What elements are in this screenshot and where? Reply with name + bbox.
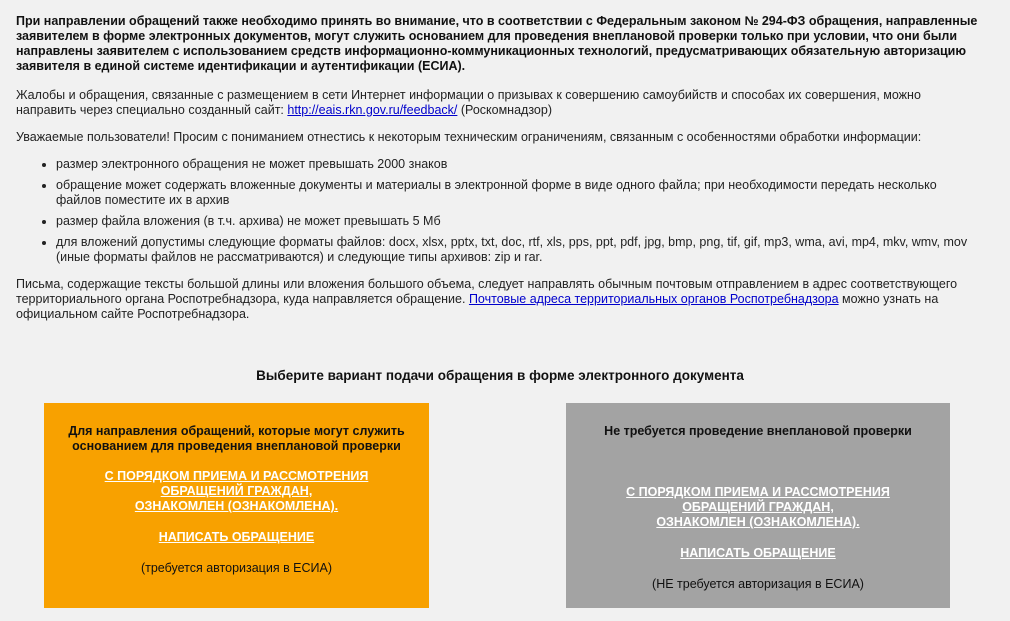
rules-link-line[interactable]: С ПОРЯДКОМ ПРИЕМА И РАССМОТРЕНИЯ (626, 485, 890, 499)
rules-link-line[interactable]: С ПОРЯДКОМ ПРИЕМА И РАССМОТРЕНИЯ (104, 469, 369, 483)
users-intro: Уважаемые пользователи! Просим с пониманием отнестись к некоторым техническим ограничениям, связанным с особенностями обработки информации: (16, 130, 922, 144)
option-title-line: Для направления обращений, которые могут служить (68, 424, 405, 438)
letters-suffix: можно узнать на официальном сайте Роспотребнадзора. (16, 292, 939, 321)
limits-list (16, 157, 984, 265)
rules-acknowledge-link[interactable] (44, 469, 429, 514)
rules-link-line[interactable]: ОБРАЩЕНИЙ ГРАЖДАН, (160, 484, 313, 498)
write-appeal-esia-button[interactable]: НАПИСАТЬ ОБРАЩЕНИЕ (158, 530, 315, 544)
rules-acknowledge-link[interactable] (566, 485, 950, 530)
complaints-suffix: (Роскомнадзор) (457, 103, 552, 117)
esia-not-required-note: (НЕ требуется авторизация в ЕСИА) (652, 577, 864, 591)
option-title-line: основанием для проведения внеплановой проверки (72, 439, 401, 453)
rules-link-line[interactable]: ОЗНАКОМЛЕН (ОЗНАКОМЛЕНА). (656, 515, 860, 529)
list-item: • размер электронного обращения не может превышать 2000 знаков (56, 157, 984, 172)
complaints-paragraph (16, 88, 984, 118)
rkn-feedback-link[interactable]: http://eais.rkn.gov.ru/feedback/ (287, 103, 458, 117)
complaints-text: Жалобы и обращения, связанные с размещением в сети Интернет информации о призывах к совершению самоубийств и способах их совершения, можно направить через специально созданный сайт: (16, 88, 921, 117)
list-item: • размер файла вложения (в т.ч. архива) не может превышать 5 Мб (56, 214, 984, 229)
choice-heading: Выберите вариант подачи обращения в форме электронного документа (256, 368, 744, 383)
rules-link-line[interactable]: ОЗНАКОМЛЕН (ОЗНАКОМЛЕНА). (134, 499, 339, 513)
esia-notice-paragraph: При направлении обращений также необходимо принять во внимание, что в соответствии с Федеральным законом № 294-ФЗ обращения, направленные заявителем в форме электронных документов, могут служить основанием для проведения внеплановой проверки только при условии, что они были направлены заявителем с использованием средств информационно-коммуникационных технологий, предусматривающих обязательную авторизацию заявителя в единой системе идентификации и аутентификации (ЕСИА). (16, 14, 978, 73)
letters-paragraph (16, 277, 984, 322)
list-item: • для вложений допустимы следующие форматы файлов: docx, xlsx, pptx, txt, doc, rtf, xls, pps, ppt, pdf, jpg, bmp, png, tif, gif, mp3, wma, avi, mp4, mkv, wmv, mov (иные форматы файлов не рассматриваются) и следующие типы архивов: zip и rar. (56, 235, 984, 265)
rules-link-line[interactable]: ОБРАЩЕНИЙ ГРАЖДАН, (682, 500, 834, 514)
esia-required-option (44, 403, 429, 608)
postal-addresses-link[interactable]: Почтовые адреса территориальных органов Роспотребнадзора (468, 292, 839, 306)
write-appeal-button[interactable]: НАПИСАТЬ ОБРАЩЕНИЕ (680, 546, 836, 560)
letters-text: Письма, содержащие тексты большой длины или вложения большого объема, следует направлять обычным почтовым отправлением в адрес соответствующего территориального органа Роспотребнадзора, куда направляется обращение. (16, 277, 958, 306)
list-item: • обращение может содержать вложенные документы и материалы в электронной форме в виде одного файла; при необходимости передать несколько файлов поместите их в архив (56, 178, 984, 208)
esia-required-note: (требуется авторизация в ЕСИА) (140, 561, 333, 575)
no-inspection-option (566, 403, 950, 608)
option-title: Не требуется проведение внеплановой проверки (604, 424, 912, 438)
